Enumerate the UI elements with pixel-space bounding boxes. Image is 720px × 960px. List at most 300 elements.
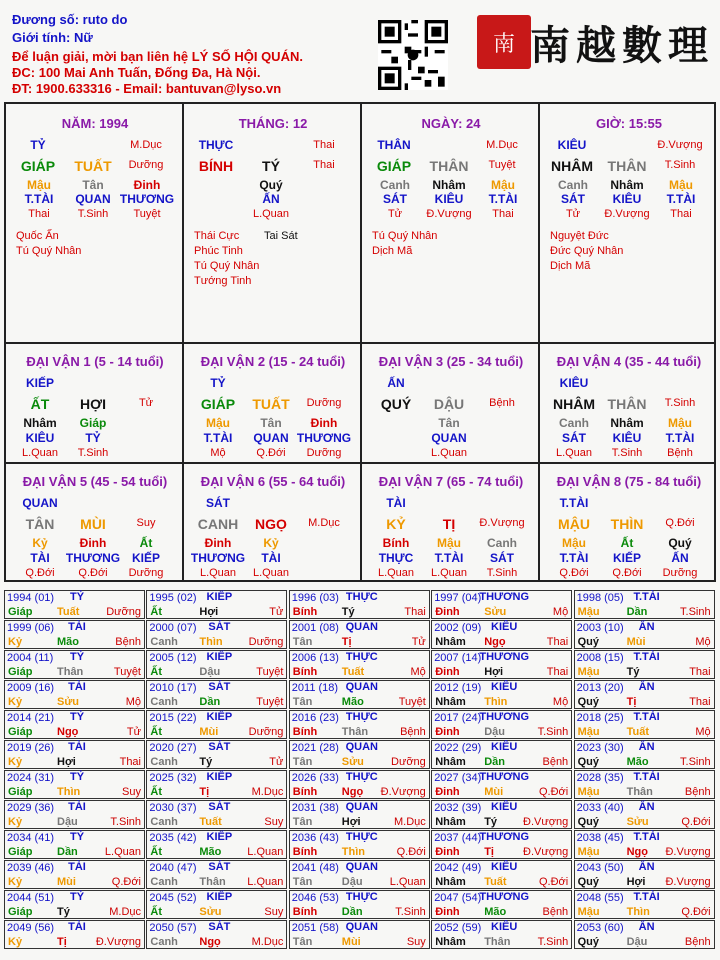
qr-code-icon[interactable]: [378, 20, 448, 90]
year-god: KIẾP: [206, 711, 233, 723]
year-label: 2000 (07): [149, 622, 197, 634]
year-cell[interactable]: [431, 590, 572, 619]
year-label: 2013 (20): [576, 682, 624, 694]
year-stem: Tân: [292, 636, 313, 648]
hidden-god: KIÊU: [25, 431, 55, 445]
year-god: T.TÀI: [633, 711, 660, 723]
hidden-stage: T.Sinh: [611, 447, 643, 459]
year-god: TÀI: [68, 741, 86, 753]
year-stem: Bính: [292, 786, 318, 798]
year-cell[interactable]: [289, 860, 430, 889]
year-cell[interactable]: [4, 710, 145, 739]
stem-god: SÁT: [206, 496, 230, 510]
year-god: QUAN: [345, 621, 378, 633]
year-god: THƯƠNG: [479, 591, 530, 603]
stem-god: THỰC: [198, 138, 234, 152]
year-branch: Ngọ: [199, 936, 221, 948]
year-branch: Dậu: [341, 876, 363, 888]
pillar-1: [5, 103, 183, 343]
hidden-stage: Thai: [28, 208, 50, 220]
year-god: SÁT: [208, 741, 231, 753]
year-god: SÁT: [208, 801, 231, 813]
year-stem: Đinh: [435, 606, 460, 618]
year-branch: Mùi: [484, 786, 504, 798]
dai-van-2: [183, 343, 361, 463]
year-cell[interactable]: [574, 620, 715, 649]
year-stage: Mộ: [552, 696, 569, 708]
year-cell[interactable]: [574, 830, 715, 859]
pillar-3: [361, 103, 539, 343]
year-stem: Nhâm: [435, 936, 466, 948]
hidden-stage: Đ.Vượng: [604, 208, 650, 220]
hidden-stage: Bệnh: [667, 447, 693, 459]
year-cell[interactable]: [574, 800, 715, 829]
hidden-god: THƯƠNG: [65, 551, 121, 565]
year-branch: Thân: [341, 726, 369, 738]
hidden-stem: Kỷ: [263, 536, 279, 550]
year-branch: Tý: [626, 666, 640, 678]
year-stage: Đ.Vượng: [523, 846, 569, 858]
year-god: TỶ: [69, 591, 85, 603]
year-god: TÀI: [68, 621, 86, 633]
dai-van-5: [5, 463, 183, 581]
heavenly-stem: TÂN: [25, 516, 55, 532]
year-stage: Bệnh: [115, 636, 141, 648]
year-stage: Bệnh: [542, 906, 569, 918]
earthly-branch: THÂN: [607, 396, 647, 412]
hidden-god: ẤN: [262, 192, 280, 206]
year-stem: Giáp: [8, 786, 33, 798]
year-cell[interactable]: [4, 740, 145, 769]
year-cell[interactable]: [431, 830, 572, 859]
year-cell[interactable]: [431, 770, 572, 799]
heavenly-stem: ẤT: [30, 396, 50, 412]
year-label: 2035 (42): [149, 832, 197, 844]
year-stage: Bệnh: [542, 756, 569, 768]
hidden-stage: Tuyệt: [133, 208, 161, 220]
year-god: SÁT: [208, 861, 231, 873]
year-label: 2050 (57): [149, 922, 197, 934]
year-cell[interactable]: [289, 830, 430, 859]
star-label: Tai Sát: [264, 230, 298, 242]
year-cell[interactable]: [574, 860, 715, 889]
dai-van-3: [361, 343, 539, 463]
heavenly-stem: NHÂM: [553, 396, 595, 412]
year-stage: Tuyệt: [256, 696, 284, 708]
stem-god: TÀI: [386, 496, 406, 510]
year-stage: Tử: [269, 756, 284, 768]
year-label: 2020 (27): [149, 742, 197, 754]
hidden-stem: Canh: [559, 416, 589, 430]
year-cell[interactable]: [4, 620, 145, 649]
year-stage: T.Sinh: [680, 756, 711, 768]
year-branch: Tị: [341, 636, 352, 648]
year-stage: Mộ: [552, 606, 569, 618]
year-stem: Giáp: [8, 846, 33, 858]
year-cell[interactable]: [4, 800, 145, 829]
year-stem: Bính: [292, 606, 318, 618]
year-stage: M.Dục: [251, 786, 284, 798]
year-label: 2028 (35): [576, 772, 624, 784]
year-cell[interactable]: [289, 770, 430, 799]
year-cell[interactable]: [289, 740, 430, 769]
year-god: KIẾP: [206, 591, 233, 603]
year-god: TÀI: [68, 801, 86, 813]
year-stem: Mậu: [577, 906, 600, 918]
heavenly-stem: BÍNH: [198, 158, 234, 174]
hidden-stage: Q.Đới: [78, 567, 108, 579]
hidden-god: SÁT: [490, 551, 514, 565]
year-stage: Thai: [404, 606, 426, 618]
year-stem: Tân: [292, 756, 313, 768]
year-god: QUAN: [345, 861, 378, 873]
year-cell[interactable]: [146, 620, 287, 649]
hidden-stem: Mậu: [437, 536, 461, 550]
year-cell[interactable]: [4, 770, 145, 799]
year-stem: Kỷ: [8, 756, 23, 768]
year-label: 2039 (46): [7, 862, 55, 874]
year-cell[interactable]: [146, 770, 287, 799]
branch-stage: Thai: [313, 159, 335, 171]
year-stage: T.Sinh: [537, 726, 569, 738]
year-stem: Quý: [577, 756, 599, 768]
branch-stage: Q.Đới: [665, 517, 695, 529]
year-stem: Giáp: [8, 726, 33, 738]
branch-stage: Bệnh: [489, 397, 515, 409]
year-cell[interactable]: [574, 650, 715, 679]
year-god: QUAN: [345, 921, 378, 933]
year-cell[interactable]: [146, 830, 287, 859]
year-stage: Q.Đới: [681, 906, 711, 918]
stem-god: KIẾP: [25, 376, 55, 390]
year-cell[interactable]: [431, 860, 572, 889]
year-stem: Kỷ: [8, 696, 23, 708]
year-branch: Dậu: [626, 936, 648, 948]
year-cell[interactable]: [289, 890, 430, 919]
year-cell[interactable]: [574, 710, 715, 739]
year-cell[interactable]: [574, 590, 715, 619]
year-label: 2048 (55): [576, 892, 624, 904]
year-cell[interactable]: [431, 800, 572, 829]
gender: Giới tính: Nữ: [12, 30, 93, 45]
year-cell[interactable]: [289, 680, 430, 709]
year-branch: Hợi: [57, 756, 76, 768]
year-cell[interactable]: [4, 590, 145, 619]
contact-note: Để luận giải, mời bạn liên hệ LÝ SỐ HỘI QUÁN.: [12, 49, 303, 64]
hidden-stem: Mậu: [206, 416, 230, 430]
earthly-branch: DẬU: [433, 396, 465, 412]
year-stage: Tuyệt: [256, 666, 284, 678]
year-label: 2001 (08): [291, 622, 339, 634]
year-god: THỰC: [345, 891, 378, 903]
hidden-god: T.TÀI: [559, 551, 589, 565]
year-stem: Mậu: [577, 666, 600, 678]
hidden-stage: Dưỡng: [306, 447, 342, 459]
year-branch: Thìn: [341, 846, 366, 858]
year-cell[interactable]: [431, 680, 572, 709]
year-god: ẤN: [638, 741, 655, 753]
year-stem: Giáp: [8, 606, 33, 618]
hidden-god: THƯƠNG: [119, 192, 175, 206]
year-label: 2011 (18): [291, 682, 339, 694]
year-stem: Ất: [150, 846, 162, 858]
year-god: KIÊU: [491, 921, 518, 933]
year-god: KIÊU: [491, 681, 518, 693]
year-cell[interactable]: [146, 650, 287, 679]
heavenly-stem: KỶ: [386, 516, 406, 532]
year-stem: Canh: [150, 936, 178, 948]
hidden-stem: Đinh: [79, 536, 107, 550]
year-cell[interactable]: [431, 650, 572, 679]
year-label: 2018 (25): [576, 712, 624, 724]
star-label: Thái Cực: [194, 230, 240, 242]
year-label: 2019 (26): [7, 742, 55, 754]
year-stem: Canh: [150, 756, 178, 768]
year-stem: Đinh: [435, 906, 460, 918]
hidden-stage: Đ.Vượng: [426, 208, 472, 220]
year-branch: Tuất: [626, 726, 649, 738]
year-cell[interactable]: [431, 740, 572, 769]
year-label: 2021 (28): [291, 742, 339, 754]
hidden-stage: L.Quan: [430, 567, 468, 579]
year-cell[interactable]: [146, 800, 287, 829]
year-god: T.TÀI: [633, 831, 660, 843]
year-cell[interactable]: [574, 890, 715, 919]
stem-god: T.TÀI: [559, 496, 589, 510]
year-branch: Sửu: [199, 906, 222, 918]
year-cell[interactable]: [574, 770, 715, 799]
year-label: 2042 (49): [434, 862, 482, 874]
year-stem: Mậu: [577, 786, 600, 798]
year-branch: Mão: [341, 696, 364, 708]
year-stage: Mộ: [695, 636, 711, 648]
year-stage: Q.Đới: [111, 876, 141, 888]
hidden-stem: Mậu: [668, 416, 692, 430]
hidden-stage: Dưỡng: [662, 567, 698, 579]
year-stem: Quý: [577, 696, 599, 708]
dai-van-4: [539, 343, 715, 463]
year-label: 2052 (59): [434, 922, 482, 934]
year-stage: Thai: [546, 636, 569, 648]
year-cell[interactable]: [4, 650, 145, 679]
year-god: ẤN: [638, 681, 655, 693]
hidden-god: QUAN: [75, 192, 111, 206]
phone-email[interactable]: ĐT: 1900.633316 - Email: bantuvan@lyso.vn: [12, 81, 282, 96]
branch-stage: Tử: [138, 397, 154, 409]
year-cell[interactable]: [146, 680, 287, 709]
hidden-stage: L.Quan: [377, 567, 415, 579]
year-label: 2012 (19): [434, 682, 482, 694]
earthly-branch: TUẤT: [74, 158, 112, 174]
stem-god: KIÊU: [557, 138, 587, 152]
earthly-branch: THÌN: [610, 516, 644, 532]
year-cell[interactable]: [574, 680, 715, 709]
year-label: 2017 (24): [434, 712, 482, 724]
year-label: 2049 (56): [7, 922, 55, 934]
stem-god-stage: Đ.Vượng: [657, 139, 703, 151]
year-branch: Tị: [199, 786, 210, 798]
year-label: 2044 (51): [7, 892, 55, 904]
earthly-branch: TỊ: [442, 516, 456, 532]
year-stage: L.Quan: [247, 876, 284, 888]
year-cell[interactable]: [4, 860, 145, 889]
year-stage: Bệnh: [400, 726, 426, 738]
year-cell[interactable]: [574, 920, 715, 949]
year-label: 2051 (58): [291, 922, 339, 934]
year-god: KIẾP: [206, 651, 233, 663]
year-stage: Đ.Vượng: [665, 876, 711, 888]
year-branch: Ngọ: [341, 786, 364, 798]
hidden-god: THƯƠNG: [190, 551, 246, 565]
year-cell[interactable]: [146, 710, 287, 739]
hidden-god: T.TÀI: [24, 192, 54, 206]
year-cell[interactable]: [146, 920, 287, 949]
year-branch: Hợi: [626, 876, 646, 888]
year-god: TỶ: [69, 831, 85, 843]
year-cell[interactable]: [431, 890, 572, 919]
year-cell[interactable]: [4, 830, 145, 859]
year-stage: Suy: [122, 786, 141, 798]
hidden-stem: Kỷ: [32, 536, 48, 550]
hidden-god: T.TÀI: [666, 192, 696, 206]
year-cell[interactable]: [289, 710, 430, 739]
year-label: 2032 (39): [434, 802, 482, 814]
year-stage: Đ.Vượng: [665, 846, 711, 858]
year-stage: Suy: [406, 936, 426, 948]
year-label: 2025 (32): [149, 772, 197, 784]
year-cell[interactable]: [431, 920, 572, 949]
year-stem: Ất: [150, 906, 162, 918]
year-cell[interactable]: [289, 800, 430, 829]
year-cell[interactable]: [4, 890, 145, 919]
earthly-branch: TÝ: [262, 158, 280, 174]
year-cell[interactable]: [146, 590, 287, 619]
year-cell[interactable]: [146, 890, 287, 919]
year-stem: Nhâm: [435, 876, 466, 888]
dai-van-1: [5, 343, 183, 463]
year-cell[interactable]: [574, 740, 715, 769]
year-branch: Tý: [57, 906, 70, 918]
year-cell[interactable]: [289, 590, 430, 619]
header: [0, 0, 720, 100]
stem-god: THÂN: [377, 138, 411, 152]
star-label: Tú Quý Nhân: [194, 260, 260, 272]
hidden-stage: Q.Đới: [25, 567, 55, 579]
year-label: 2031 (38): [291, 802, 339, 814]
earthly-branch: TUẤT: [252, 396, 290, 412]
hidden-stage: Q.Đới: [256, 447, 286, 459]
year-god: TỶ: [69, 651, 85, 663]
year-label: 2043 (50): [576, 862, 624, 874]
year-god: THỰC: [345, 651, 378, 663]
stem-god: TỶ: [210, 376, 226, 390]
year-stem: Tân: [292, 816, 313, 828]
year-branch: Sửu: [484, 606, 507, 618]
year-label: 2041 (48): [291, 862, 339, 874]
year-stage: Mộ: [695, 726, 711, 738]
year-cell[interactable]: [431, 710, 572, 739]
pillar-2: [183, 103, 361, 343]
year-cell[interactable]: [431, 620, 572, 649]
hidden-god: SÁT: [561, 192, 585, 206]
year-stem: Nhâm: [435, 756, 466, 768]
year-god: TÀI: [68, 921, 86, 933]
year-cell[interactable]: [289, 920, 430, 949]
dai-van-title: ĐẠI VẬN 6 (55 - 64 tuổi): [200, 474, 346, 489]
heavenly-stem: QUÝ: [380, 396, 412, 412]
year-branch: Dần: [57, 846, 78, 858]
year-god: THƯƠNG: [479, 831, 530, 843]
year-god: QUAN: [345, 681, 378, 693]
star-label: Quốc Ấn: [16, 230, 59, 242]
year-stage: Q.Đới: [538, 876, 569, 888]
stem-god-stage: Thai: [313, 139, 335, 151]
year-stem: Canh: [150, 636, 178, 648]
year-cell[interactable]: [4, 680, 145, 709]
pillar-title: NĂM: 1994: [61, 116, 129, 131]
year-god: THƯƠNG: [479, 891, 530, 903]
year-cell[interactable]: [146, 860, 287, 889]
year-label: 2040 (47): [149, 862, 197, 874]
hidden-stem: Mậu: [562, 536, 586, 550]
year-cell[interactable]: [289, 620, 430, 649]
dai-van-title: ĐẠI VẬN 2 (15 - 24 tuổi): [200, 354, 346, 369]
year-label: 2015 (22): [149, 712, 197, 724]
hidden-god: KIÊU: [434, 192, 464, 206]
year-cell[interactable]: [4, 920, 145, 949]
stem-god: ẤN: [387, 376, 405, 390]
year-label: 2029 (36): [7, 802, 55, 814]
year-cell[interactable]: [289, 650, 430, 679]
earthly-branch: MÙI: [80, 516, 106, 532]
year-label: 2036 (43): [291, 832, 339, 844]
dai-van-title: ĐẠI VẬN 3 (25 - 34 tuổi): [378, 354, 524, 369]
year-stage: Tử: [411, 636, 426, 648]
hidden-stage: Thai: [670, 208, 692, 220]
hidden-stage: Tử: [565, 208, 581, 220]
hidden-god: QUAN: [253, 431, 289, 445]
branch-stage: T.Sinh: [664, 397, 696, 409]
year-label: 2010 (17): [149, 682, 197, 694]
year-branch: Tý: [341, 606, 355, 618]
heavenly-stem: GIÁP: [200, 396, 236, 412]
year-stage: Tuyệt: [398, 696, 426, 708]
year-branch: Dần: [626, 606, 648, 618]
star-label: Dịch Mã: [372, 245, 413, 257]
hidden-stem: Tân: [82, 178, 104, 192]
year-branch: Mão: [199, 846, 222, 858]
year-stage: L.Quan: [104, 846, 141, 858]
pillar-title: THÁNG: 12: [238, 116, 308, 131]
hidden-stem: Canh: [558, 178, 588, 192]
year-label: 2033 (40): [576, 802, 624, 814]
year-cell[interactable]: [146, 740, 287, 769]
year-stage: Dưỡng: [248, 636, 284, 648]
year-stage: M.Dục: [251, 936, 284, 948]
year-stage: Mộ: [410, 666, 426, 678]
hidden-stem: Nhâm: [610, 416, 644, 430]
hidden-stage: Dưỡng: [128, 567, 164, 579]
year-stem: Tân: [292, 696, 313, 708]
year-stage: Thai: [546, 666, 569, 678]
hidden-stage: L.Quan: [555, 447, 593, 459]
year-stage: Đ.Vượng: [523, 816, 569, 828]
year-stage: Đ.Vượng: [380, 786, 426, 798]
year-god: KIÊU: [491, 861, 518, 873]
year-label: 2026 (33): [291, 772, 339, 784]
hidden-god: ẤN: [671, 551, 689, 565]
year-label: 2053 (60): [576, 922, 624, 934]
